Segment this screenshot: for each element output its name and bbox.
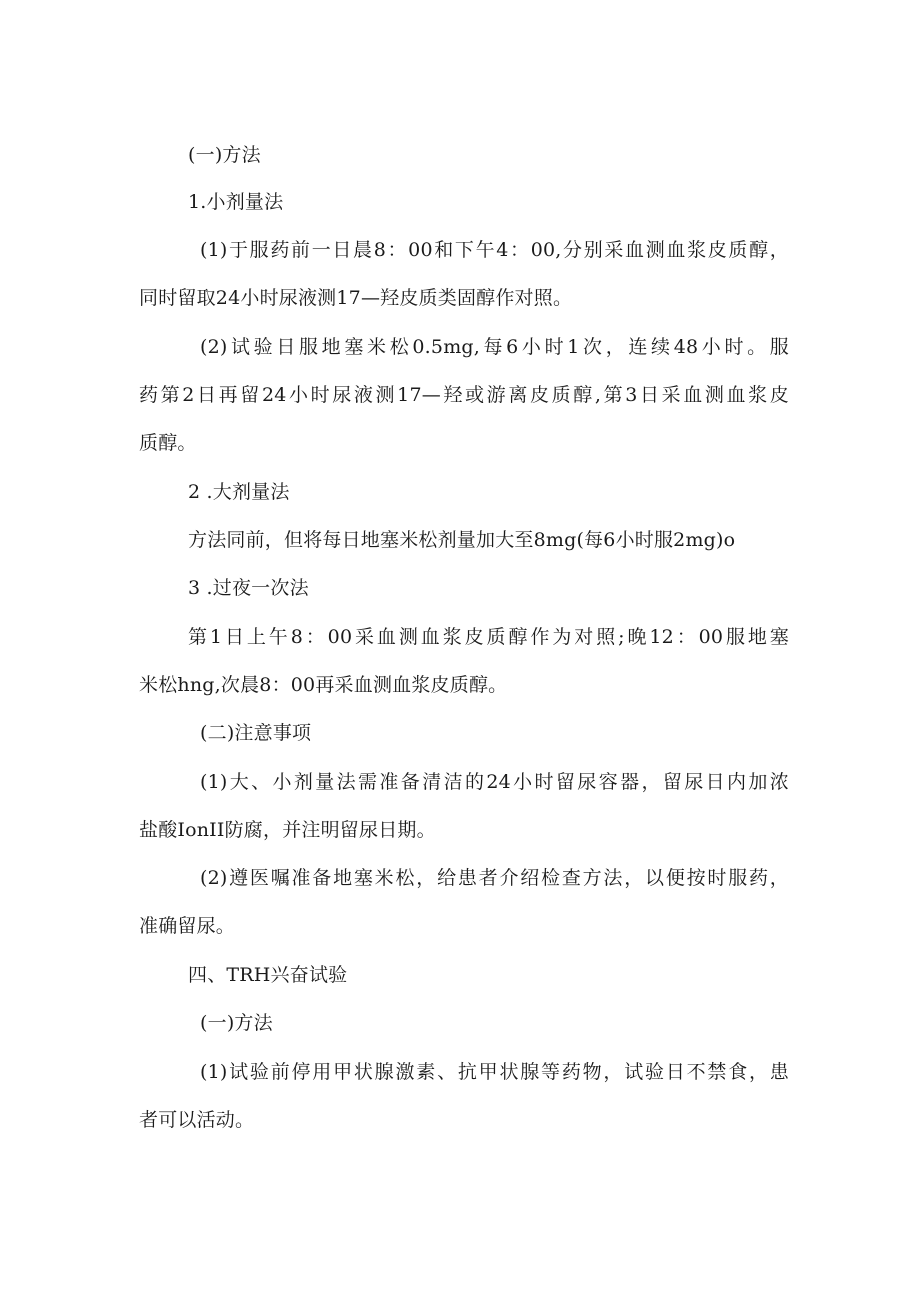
paragraph-line: (1)于服药前一日晨8：00和下午4：00,分别采血测血浆皮质醇， bbox=[200, 239, 789, 261]
paragraph-line: 药第2日再留24小时尿液测17—羟或游离皮质醇,第3日采血测血浆皮 bbox=[139, 384, 789, 406]
paragraph-line: (1)试验前停用甲状腺激素、抗甲状腺等药物，试验日不禁食，患 bbox=[200, 1061, 789, 1083]
subheading-small-dose: 1.小剂量法 bbox=[188, 191, 284, 213]
paragraph-line: 质醇。 bbox=[139, 432, 197, 454]
paragraph-line: 米松hng,次晨8：00再采血测血浆皮质醇。 bbox=[139, 674, 508, 696]
section-heading-method: (一)方法 bbox=[188, 144, 261, 166]
section-heading-trh-test: 四、TRH兴奋试验 bbox=[188, 964, 348, 986]
section-heading-method: (一)方法 bbox=[200, 1012, 273, 1034]
paragraph-line: 第1日上午8：00采血测血浆皮质醇作为对照;晚12：00服地塞 bbox=[188, 626, 789, 648]
paragraph-line: 同时留取24小时尿液测17—羟皮质类固醇作对照。 bbox=[139, 287, 573, 309]
paragraph-line: 方法同前，但将每日地塞米松剂量加大至8mg(每6小时服2mg)o bbox=[188, 529, 736, 551]
subheading-overnight: 3 .过夜一次法 bbox=[188, 577, 309, 599]
paragraph-line: (2)遵医嘱准备地塞米松，给患者介绍检查方法，以便按时服药， bbox=[200, 867, 789, 889]
subheading-large-dose: 2 .大剂量法 bbox=[188, 481, 290, 503]
paragraph-line: 者可以活动。 bbox=[139, 1109, 255, 1131]
paragraph-line: (1)大、小剂量法需准备清洁的24小时留尿容器，留尿日内加浓 bbox=[200, 771, 789, 793]
paragraph-line: 盐酸IonII防腐，并注明留尿日期。 bbox=[139, 819, 436, 841]
section-heading-precautions: (二)注意事项 bbox=[200, 722, 312, 744]
paragraph-line: (2)试验日服地塞米松0.5mg,每6小时1次，连续48小时。服 bbox=[200, 336, 789, 358]
paragraph-line: 准确留尿。 bbox=[139, 915, 236, 937]
